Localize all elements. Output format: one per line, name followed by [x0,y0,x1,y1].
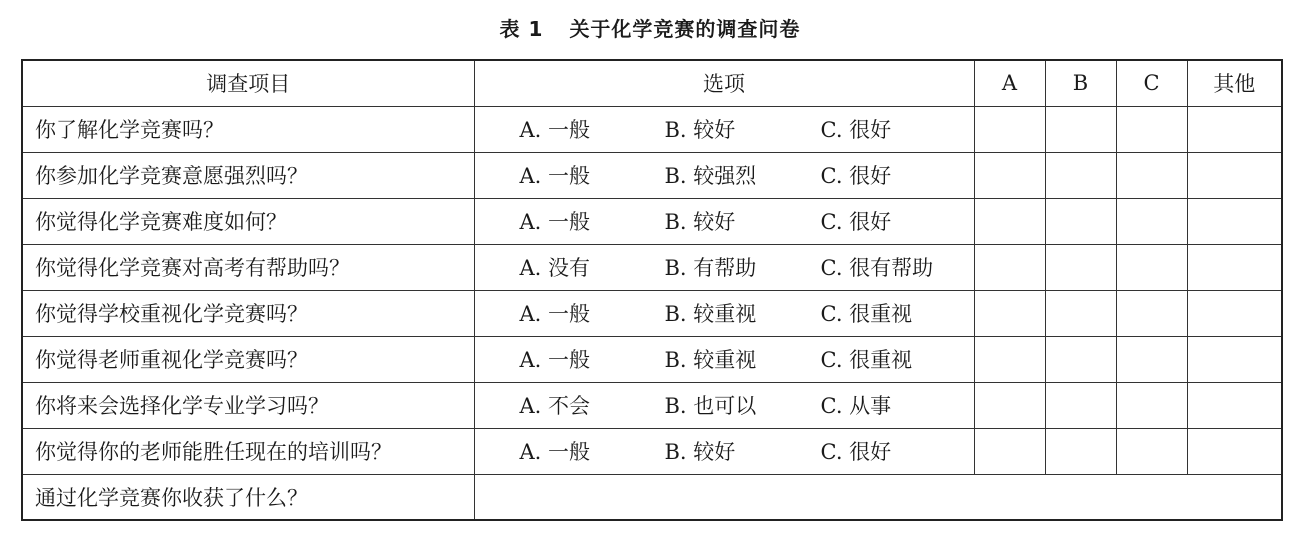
question-cell: 你觉得学校重视化学竞赛吗？ [22,290,474,336]
option-c: C. 很重视 [820,302,913,326]
option-b: B. 较好 [664,210,736,234]
table-title: 关于化学竞赛的调查问卷 [569,17,801,41]
option-c: C. 很重视 [820,348,913,372]
option-c: C. 很好 [820,164,892,188]
answer-c-cell[interactable] [1116,152,1187,198]
answer-b-cell[interactable] [1045,336,1116,382]
option-a: A. 一般 [519,348,591,372]
answer-b-cell[interactable] [1045,290,1116,336]
options-cell [474,290,974,336]
option-c: C. 很有帮助 [820,256,934,280]
options-cell [474,336,974,382]
table-row [22,290,1282,336]
option-b: B. 有帮助 [664,256,757,280]
option-a: A. 一般 [519,440,591,464]
survey-table [21,59,1283,521]
table-row [22,244,1282,290]
answer-b-cell[interactable] [1045,244,1116,290]
table-row [22,198,1282,244]
question-cell: 你觉得你的老师能胜任现在的培训吗？ [22,428,474,474]
question-cell: 你觉得化学竞赛对高考有帮助吗？ [22,244,474,290]
option-a: A. 没有 [519,256,591,280]
question-cell: 你了解化学竞赛吗？ [22,106,474,152]
table-row [22,428,1282,474]
answer-other-cell[interactable] [1187,244,1282,290]
answer-other-cell[interactable] [1187,152,1282,198]
options-cell [474,198,974,244]
option-a: A. 一般 [519,302,591,326]
option-c: C. 从事 [820,394,892,418]
answer-b-cell[interactable] [1045,152,1116,198]
answer-c-cell[interactable] [1116,244,1187,290]
answer-a-cell[interactable] [974,336,1045,382]
option-a: A. 一般 [519,118,591,142]
answer-other-cell[interactable] [1187,198,1282,244]
answer-a-cell[interactable] [974,152,1045,198]
header-other: 其他 [1187,60,1282,106]
question-cell: 你将来会选择化学专业学习吗？ [22,382,474,428]
option-b: B. 较好 [664,440,736,464]
options-cell [474,152,974,198]
option-b: B. 较强烈 [664,164,757,188]
answer-c-cell[interactable] [1116,382,1187,428]
option-a: A. 一般 [519,210,591,234]
option-a: A. 一般 [519,164,591,188]
answer-b-cell[interactable] [1045,428,1116,474]
table-row [22,336,1282,382]
answer-a-cell[interactable] [974,106,1045,152]
answer-a-cell[interactable] [974,198,1045,244]
open-answer-cell[interactable] [474,474,1282,520]
answer-c-cell[interactable] [1116,198,1187,244]
option-c: C. 很好 [820,118,892,142]
header-row [22,60,1282,106]
option-b: B. 较重视 [664,348,757,372]
answer-c-cell[interactable] [1116,290,1187,336]
option-c: C. 很好 [820,210,892,234]
answer-other-cell[interactable] [1187,336,1282,382]
question-cell: 通过化学竞赛你收获了什么？ [22,474,474,520]
table-number: 表 1 [499,17,544,41]
table-row [22,152,1282,198]
table-row [22,106,1282,152]
options-cell [474,382,974,428]
answer-c-cell[interactable] [1116,428,1187,474]
answer-b-cell[interactable] [1045,382,1116,428]
header-c: C [1116,60,1187,106]
table-row [22,382,1282,428]
table-row-open-question [22,474,1282,520]
header-item: 调查项目 [22,60,474,106]
option-b: B. 较好 [664,118,736,142]
answer-a-cell[interactable] [974,244,1045,290]
header-b: B [1045,60,1116,106]
answer-a-cell[interactable] [974,382,1045,428]
answer-a-cell[interactable] [974,290,1045,336]
option-b: B. 较重视 [664,302,757,326]
answer-other-cell[interactable] [1187,290,1282,336]
answer-b-cell[interactable] [1045,198,1116,244]
option-a: A. 不会 [519,394,591,418]
answer-c-cell[interactable] [1116,106,1187,152]
answer-b-cell[interactable] [1045,106,1116,152]
question-cell: 你参加化学竞赛意愿强烈吗？ [22,152,474,198]
answer-other-cell[interactable] [1187,382,1282,428]
question-cell: 你觉得化学竞赛难度如何？ [22,198,474,244]
header-a: A [974,60,1045,106]
answer-c-cell[interactable] [1116,336,1187,382]
answer-other-cell[interactable] [1187,428,1282,474]
header-options: 选项 [474,60,974,106]
answer-a-cell[interactable] [974,428,1045,474]
options-cell [474,244,974,290]
option-c: C. 很好 [820,440,892,464]
question-cell: 你觉得老师重视化学竞赛吗？ [22,336,474,382]
option-b: B. 也可以 [664,394,757,418]
answer-other-cell[interactable] [1187,106,1282,152]
options-cell [474,428,974,474]
table-caption [0,14,1300,44]
options-cell [474,106,974,152]
